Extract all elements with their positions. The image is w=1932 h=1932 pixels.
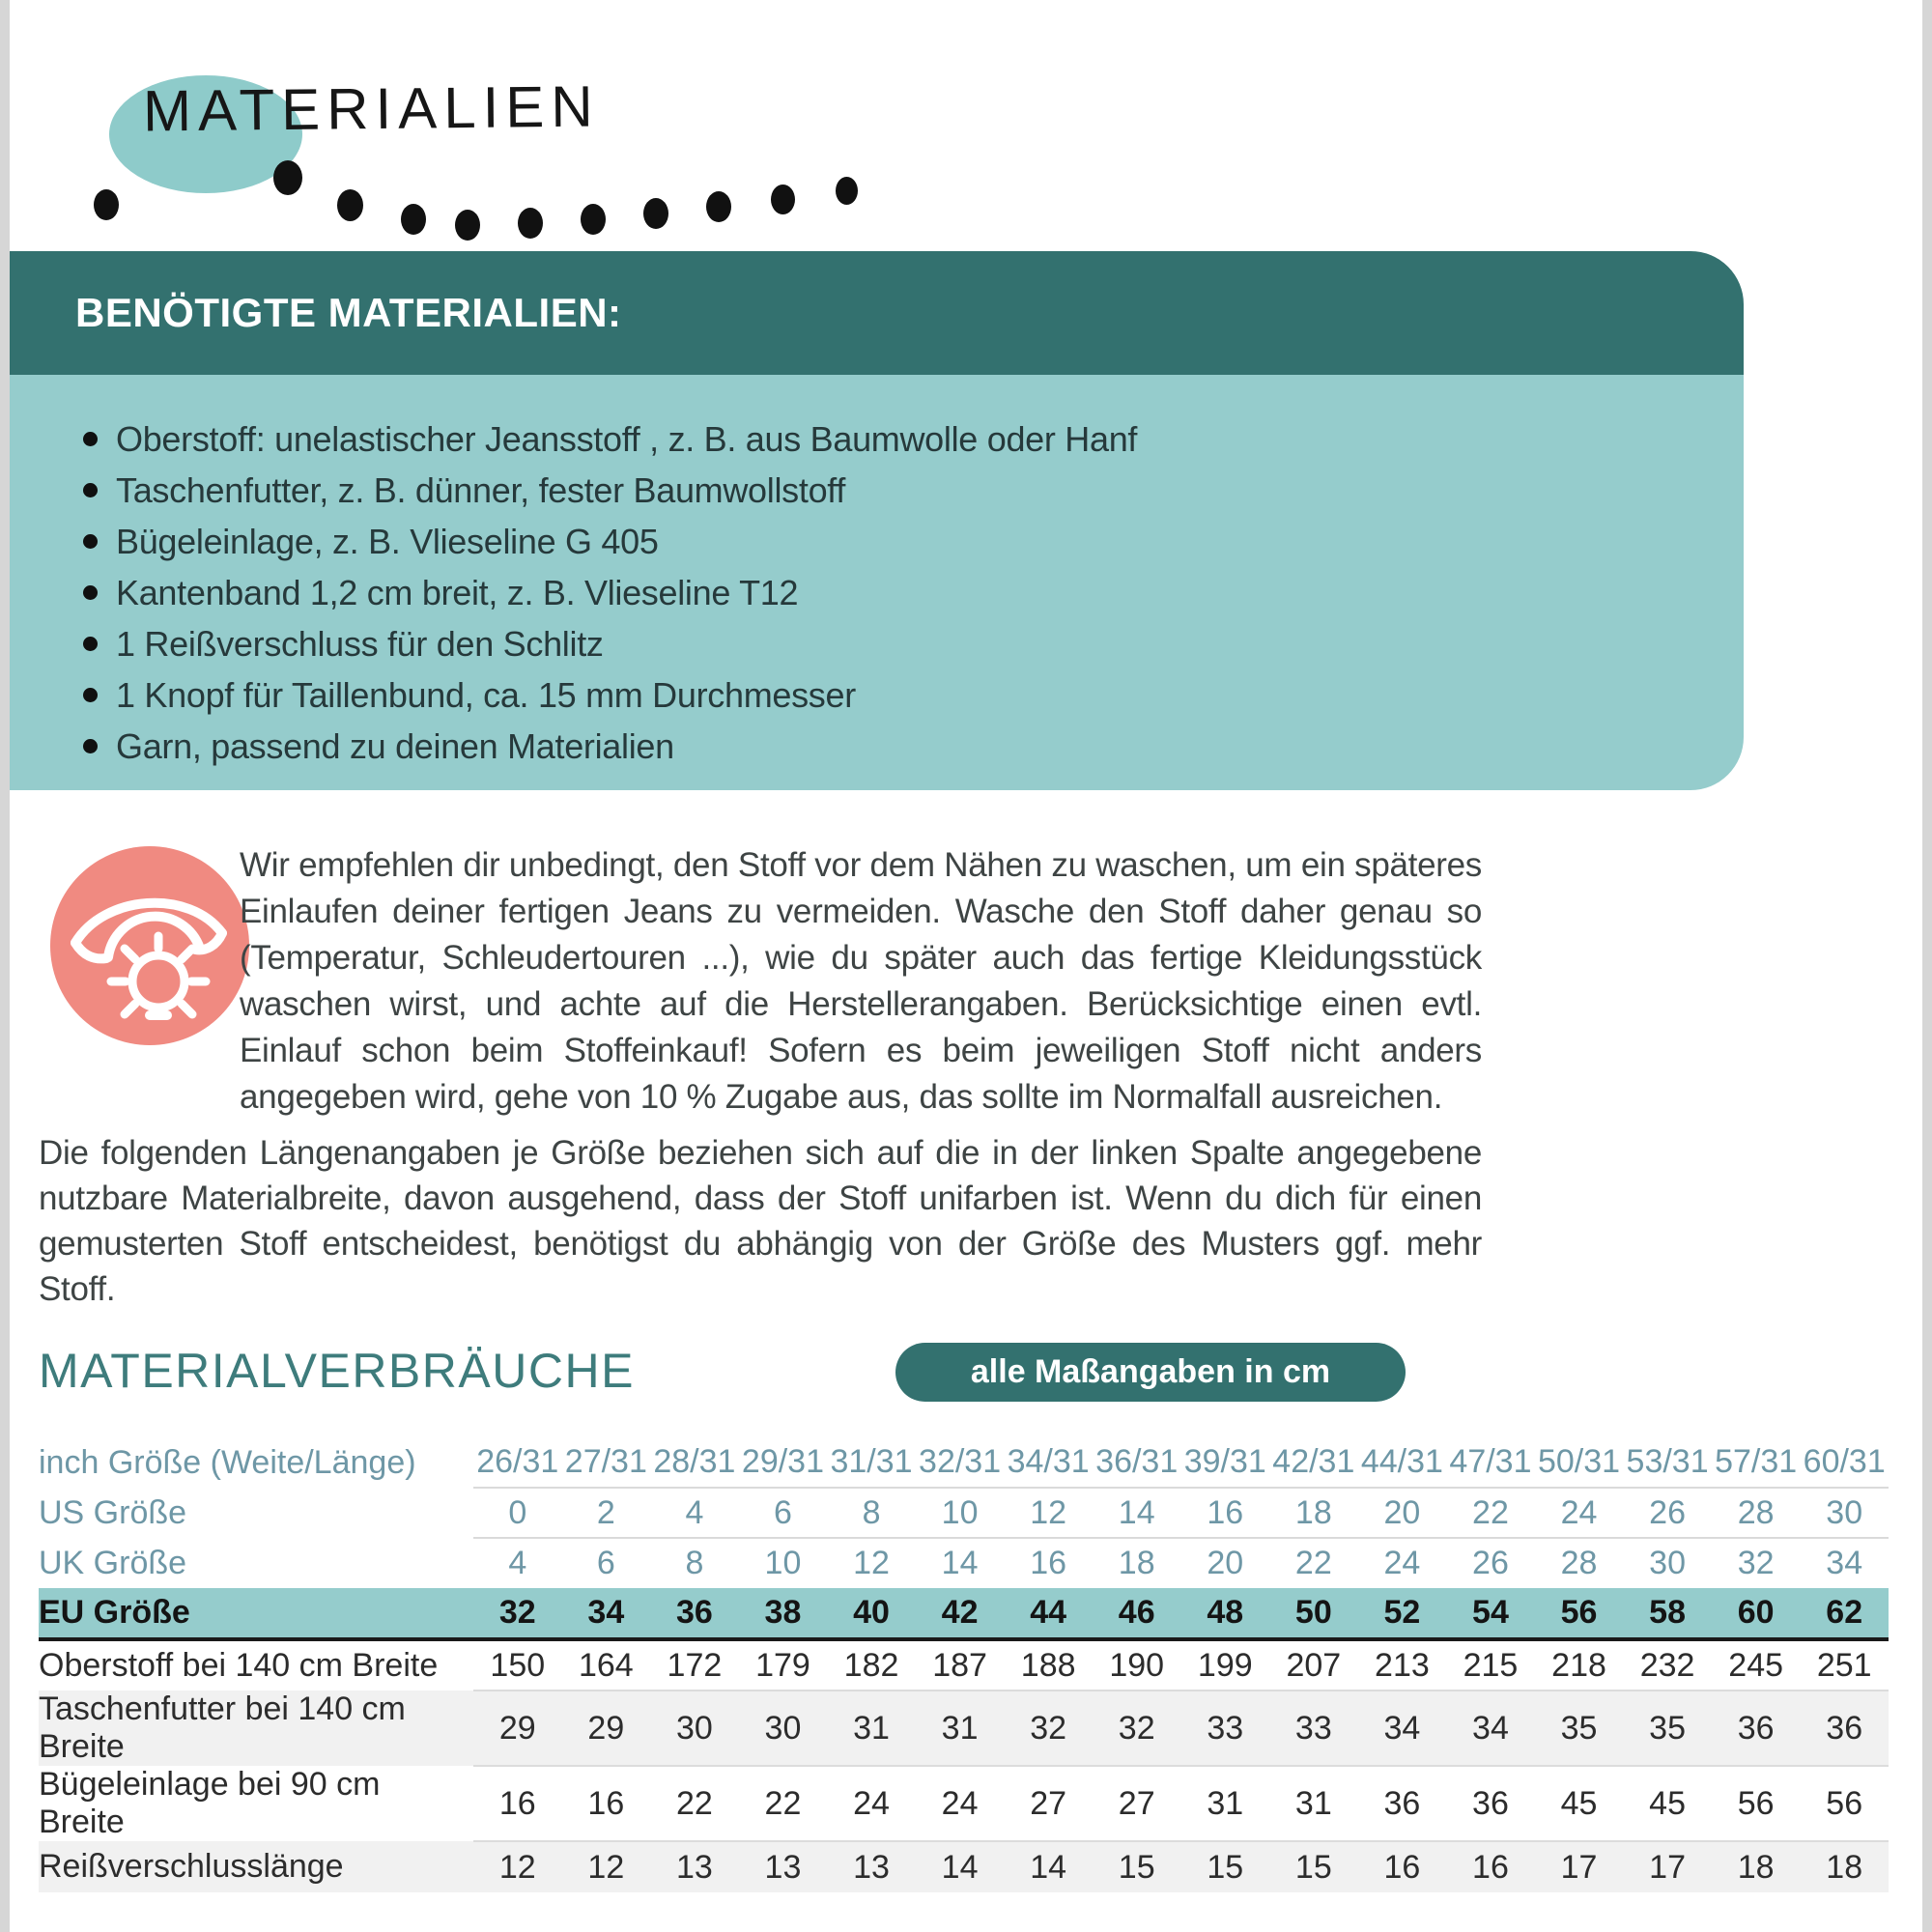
materials-list-item: Garn, passend zu deinen Materialien [116, 721, 1744, 772]
table-cell: 16 [1030, 1545, 1067, 1581]
table-cell: 18 [1269, 1488, 1358, 1538]
eye-lightbulb-icon [50, 846, 249, 1045]
table-cell: 33 [1269, 1690, 1358, 1766]
table-cell: 31 [1181, 1766, 1270, 1841]
dot [401, 204, 426, 235]
table-cell: 50 [1269, 1588, 1358, 1639]
table-cell: 40 [827, 1588, 916, 1639]
table-cell: 32 [473, 1588, 562, 1639]
table-cell: 58 [1623, 1588, 1712, 1639]
dot [518, 208, 543, 239]
table-cell: 35 [1535, 1690, 1624, 1766]
table-cell: 45 [1535, 1766, 1624, 1841]
table-cell: 24 [1383, 1545, 1421, 1581]
table-cell: 62 [1800, 1588, 1889, 1639]
table-cell: 14 [1093, 1488, 1181, 1538]
intro-text: Die folgenden Längenangaben je Größe beziehen sich auf die in der linken Spalte angegebene nutzbare Materialbreite, davon ausgehend, dass der Stoff unifarben ist. Wenn du dich für einen gemusterten Stoff entscheidest, benötigst du abhängig von der Größe des Musters ggf. mehr Stoff. [39, 1134, 1482, 1308]
table-cell: 22 [739, 1766, 828, 1841]
materials-list-item: Kantenband 1,2 cm breit, z. B. Vlieseline T12 [116, 567, 1744, 618]
table-cell: 26/31 [473, 1437, 562, 1488]
table-row [39, 1538, 1889, 1588]
table-cell: 33 [1181, 1690, 1270, 1766]
table-cell: 16 [562, 1766, 651, 1841]
table-cell: 47/31 [1446, 1437, 1535, 1488]
table-cell: 44/31 [1358, 1437, 1447, 1488]
table-cell: 24 [916, 1766, 1005, 1841]
dot [455, 210, 480, 241]
table-cell: 53/31 [1623, 1437, 1712, 1488]
table-cell: 57/31 [1712, 1437, 1801, 1488]
table-cell: 32 [1004, 1690, 1093, 1766]
table-cell: 17 [1560, 1848, 1598, 1886]
units-badge-label: alle Maßangaben in cm [970, 1353, 1331, 1390]
materials-list-item: 1 Reißverschluss für den Schlitz [116, 618, 1744, 669]
table-cell: 187 [916, 1639, 1005, 1690]
table-cell: 30 [1649, 1545, 1686, 1581]
table-cell: 20 [1207, 1545, 1244, 1581]
materials-list [10, 375, 1744, 772]
table-cell: 14 [941, 1545, 979, 1581]
table-cell: 32 [1737, 1545, 1775, 1581]
table-cell: 26 [1623, 1488, 1712, 1538]
materials-list-item: 1 Knopf für Taillenbund, ca. 15 mm Durchmesser [116, 669, 1744, 721]
table-cell: 218 [1535, 1639, 1624, 1690]
table-cell: 29/31 [739, 1437, 828, 1488]
table-cell: 10 [916, 1488, 1005, 1538]
table-cell: 32/31 [916, 1437, 1005, 1488]
dot [771, 185, 795, 214]
table-cell: 28 [1560, 1545, 1598, 1581]
materials-list-item: Taschenfutter, z. B. dünner, fester Baumwollstoff [116, 465, 1744, 516]
table-cell: 8 [685, 1545, 704, 1581]
dot [581, 204, 606, 235]
row-label: Bügeleinlage bei 90 cm Breite [39, 1766, 381, 1840]
materials-list-box [10, 375, 1744, 790]
row-label: inch Größe (Weite/Länge) [39, 1443, 416, 1481]
table-cell: 15 [1118, 1848, 1155, 1886]
row-label: US Größe [39, 1493, 187, 1531]
table-cell: 34 [1826, 1545, 1863, 1581]
table-cell: 36 [1358, 1766, 1447, 1841]
table-cell: 14 [941, 1848, 979, 1886]
dot [643, 198, 668, 229]
table-cell: 22 [1446, 1488, 1535, 1538]
table-cell: 42/31 [1269, 1437, 1358, 1488]
table-cell: 15 [1207, 1848, 1244, 1886]
table-cell: 14 [1030, 1848, 1067, 1886]
table-cell: 24 [1535, 1488, 1624, 1538]
table-cell: 6 [739, 1488, 828, 1538]
units-badge [895, 1343, 1406, 1402]
table-cell: 34/31 [1004, 1437, 1093, 1488]
table-cell: 17 [1649, 1848, 1686, 1886]
table-cell: 16 [1472, 1848, 1509, 1886]
table-cell: 36 [1800, 1690, 1889, 1766]
page-edge-right [1922, 0, 1932, 1932]
table-cell: 36 [1712, 1690, 1801, 1766]
table-cell: 42 [916, 1588, 1005, 1639]
table-cell: 199 [1181, 1639, 1270, 1690]
table-cell: 12 [853, 1545, 890, 1581]
table-cell: 29 [473, 1690, 562, 1766]
table-row [39, 1488, 1889, 1538]
table-cell: 56 [1800, 1766, 1889, 1841]
table-cell: 22 [1294, 1545, 1332, 1581]
table-cell: 10 [764, 1545, 802, 1581]
table-cell: 232 [1623, 1639, 1712, 1690]
table-cell: 20 [1358, 1488, 1447, 1538]
table-row [39, 1841, 1889, 1892]
table-cell: 30 [739, 1690, 828, 1766]
table-cell: 15 [1294, 1848, 1332, 1886]
table-cell: 6 [596, 1545, 615, 1581]
table-cell: 245 [1712, 1639, 1801, 1690]
table-cell: 28 [1712, 1488, 1801, 1538]
table-cell: 28/31 [650, 1437, 739, 1488]
table-cell: 35 [1623, 1690, 1712, 1766]
dot [706, 191, 731, 222]
table-cell: 190 [1093, 1639, 1181, 1690]
table-cell: 182 [827, 1639, 916, 1690]
table-cell: 34 [1446, 1690, 1535, 1766]
table-cell: 22 [650, 1766, 739, 1841]
table-cell: 215 [1446, 1639, 1535, 1690]
table-cell: 27/31 [562, 1437, 651, 1488]
table-cell: 18 [1826, 1848, 1863, 1886]
table-cell: 46 [1093, 1588, 1181, 1639]
table-cell: 52 [1358, 1588, 1447, 1639]
table-cell: 13 [675, 1848, 713, 1886]
dot [337, 189, 363, 221]
table-cell: 18 [1118, 1545, 1155, 1581]
table-cell: 34 [562, 1588, 651, 1639]
row-label: Oberstoff bei 140 cm Breite [39, 1647, 439, 1684]
table-row [39, 1588, 1889, 1639]
table-cell: 54 [1446, 1588, 1535, 1639]
table-cell: 31 [916, 1690, 1005, 1766]
table-cell: 179 [739, 1639, 828, 1690]
table-cell: 18 [1737, 1848, 1775, 1886]
table-cell: 56 [1535, 1588, 1624, 1639]
table-row [39, 1766, 1889, 1841]
material-consumption-table [39, 1437, 1889, 1892]
table-cell: 31/31 [827, 1437, 916, 1488]
table-cell: 50/31 [1535, 1437, 1624, 1488]
table-cell: 12 [1004, 1488, 1093, 1538]
table-cell: 16 [1383, 1848, 1421, 1886]
dot [836, 177, 858, 205]
table-cell: 16 [473, 1766, 562, 1841]
row-label: Reißverschlusslänge [39, 1848, 344, 1885]
table-cell: 34 [1358, 1690, 1447, 1766]
dot [94, 189, 119, 220]
table-cell: 188 [1004, 1639, 1093, 1690]
dot [273, 160, 302, 195]
table-cell: 4 [650, 1488, 739, 1538]
table-row [39, 1639, 1889, 1690]
table-cell: 36 [1446, 1766, 1535, 1841]
page-title: MATERIALIEN [142, 73, 600, 144]
table-cell: 48 [1181, 1588, 1270, 1639]
table-cell: 13 [853, 1848, 890, 1886]
table-cell: 39/31 [1181, 1437, 1270, 1488]
table-cell: 38 [739, 1588, 828, 1639]
table-cell: 36/31 [1093, 1437, 1181, 1488]
page-edge-left [0, 0, 10, 1932]
table-cell: 31 [827, 1690, 916, 1766]
table-cell: 31 [1269, 1766, 1358, 1841]
table-cell: 12 [498, 1848, 536, 1886]
table-cell: 12 [587, 1848, 625, 1886]
table-cell: 164 [562, 1639, 651, 1690]
table-cell: 2 [562, 1488, 651, 1538]
table-cell: 172 [650, 1639, 739, 1690]
table-cell: 8 [827, 1488, 916, 1538]
materials-list-item: Bügeleinlage, z. B. Vlieseline G 405 [116, 516, 1744, 567]
table-row [39, 1690, 1889, 1766]
table-cell: 16 [1181, 1488, 1270, 1538]
consumption-heading: MATERIALVERBRÄUCHE [39, 1344, 635, 1398]
row-label: Taschenfutter bei 140 cm Breite [39, 1690, 406, 1765]
materials-list-item: Oberstoff: unelastischer Jeansstoff , z. B. aus Baumwolle oder Hanf [116, 413, 1744, 465]
table-cell: 29 [562, 1690, 651, 1766]
table-cell: 30 [1800, 1488, 1889, 1538]
tip-text: Wir empfehlen dir unbedingt, den Stoff vor dem Nähen zu waschen, um ein späteres Einlaufen deiner fertigen Jeans zu vermeiden. Wasche den Stoff daher genau so (Temperatur, Schleudertouren ...), wie du später auch das fertige Kleidungsstück waschen wirst, und achte auf die Herstellerangaben. Berücksichtige einen evtl. Einlauf schon beim Stoffeinkauf! Sofern es beim jeweiligen Stoff nicht anders angegeben wird, gehe von 10 % Zugabe aus, das sollte im Normalfall ausreichen. [240, 846, 1482, 1116]
table-cell: 13 [764, 1848, 802, 1886]
table-cell: 0 [473, 1488, 562, 1538]
table-row [39, 1437, 1889, 1488]
table-cell: 27 [1004, 1766, 1093, 1841]
table-cell: 207 [1269, 1639, 1358, 1690]
table-cell: 251 [1800, 1639, 1889, 1690]
table-cell: 45 [1623, 1766, 1712, 1841]
table-cell: 213 [1358, 1639, 1447, 1690]
table-cell: 30 [650, 1690, 739, 1766]
table-cell: 26 [1472, 1545, 1509, 1581]
row-label: UK Größe [39, 1544, 187, 1581]
table-cell: 60/31 [1800, 1437, 1889, 1488]
table-cell: 32 [1093, 1690, 1181, 1766]
row-label: EU Größe [39, 1588, 473, 1639]
table-cell: 150 [473, 1639, 562, 1690]
table-cell: 56 [1712, 1766, 1801, 1841]
table-cell: 60 [1712, 1588, 1801, 1639]
materials-heading: BENÖTIGTE MATERIALIEN: [75, 290, 622, 335]
table-cell: 27 [1093, 1766, 1181, 1841]
table-cell: 44 [1004, 1588, 1093, 1639]
table-cell: 4 [508, 1545, 527, 1581]
table-cell: 24 [827, 1766, 916, 1841]
table-cell: 36 [650, 1588, 739, 1639]
materials-heading-band [10, 251, 1744, 375]
